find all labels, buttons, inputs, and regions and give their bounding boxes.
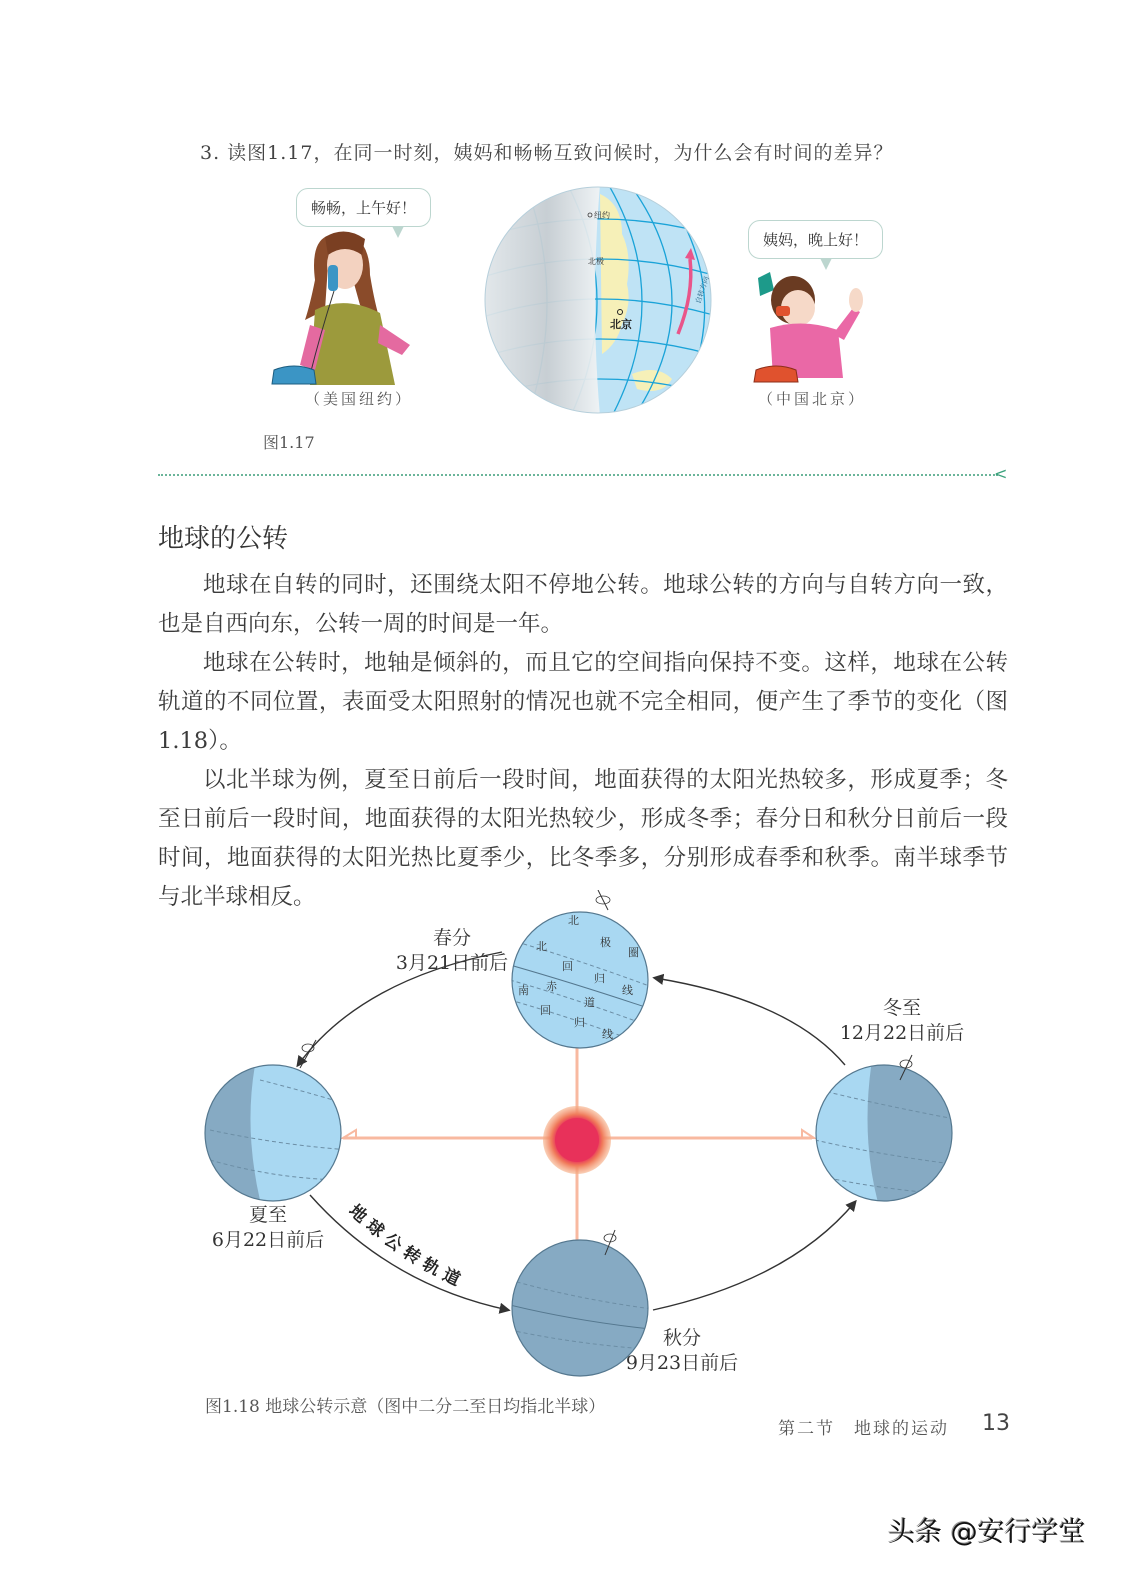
label-winter-solstice bbox=[832, 996, 972, 1046]
summer-name: 夏至 bbox=[248, 1204, 287, 1226]
label-summer-solstice bbox=[206, 1203, 330, 1253]
svg-text:道: 道 bbox=[584, 996, 595, 1009]
orbit-label: 地球公转轨道 bbox=[344, 1200, 469, 1293]
section-title: 地球的公转 bbox=[158, 524, 289, 554]
chevron-left-icon: < bbox=[994, 464, 1008, 483]
svg-text:地球公转轨道 bbox=[345, 1200, 469, 1293]
paragraph-2: 地球在公转时，地轴是倾斜的，而且它的空间指向保持不变。这样，地球在公转轨道的不同位置，表面受太阳照射的情况也就不完全相同，便产生了季节的变化（图1.18）。 bbox=[158, 650, 1008, 754]
svg-text:线: 线 bbox=[602, 1028, 613, 1041]
paragraph-3: 以北半球为例，夏至日前后一段时间，地面获得的太阳光热较多，形成夏季；冬至日前后一段时间，地面获得的太阳光热较少，形成冬季；春分日和秋分日前后一段时间，地面获得的太阳光热比夏季少，比冬季多，分别形成春季和秋季。南半球季节与北半球相反。 bbox=[158, 767, 1008, 910]
globe-illustration bbox=[482, 184, 714, 416]
svg-text:回: 回 bbox=[562, 960, 573, 973]
label-rotation-direction: 自转方向 bbox=[694, 275, 711, 305]
location-label-new-york: （美国纽约） bbox=[305, 390, 414, 408]
telephone-icon bbox=[270, 362, 318, 388]
svg-text:归: 归 bbox=[594, 972, 605, 985]
telephone-icon bbox=[752, 362, 800, 386]
label-new-york: 纽约 bbox=[594, 211, 610, 220]
svg-text:南: 南 bbox=[518, 984, 529, 997]
winter-date: 12月22日前后 bbox=[839, 1022, 965, 1044]
label-beijing: 北京 bbox=[610, 318, 632, 331]
paragraph-1: 地球在自转的同时，还围绕太阳不停地公转。地球公转的方向与自转方向一致，也是自西向东，公转一周的时间是一年。 bbox=[158, 572, 1008, 637]
summer-date: 6月22日前后 bbox=[211, 1229, 325, 1251]
svg-text:赤: 赤 bbox=[546, 980, 557, 993]
speech-bubble-right bbox=[748, 220, 883, 259]
label-autumn-equinox bbox=[620, 1326, 744, 1376]
watermark: 头条 @安行学堂 bbox=[888, 1517, 1086, 1548]
section-divider bbox=[158, 474, 998, 476]
page-number: 13 bbox=[982, 1411, 1010, 1436]
figure-label-1-17: 图1.17 bbox=[263, 433, 315, 452]
label-spring-equinox bbox=[390, 926, 514, 976]
spring-name: 春分 bbox=[432, 927, 471, 949]
autumn-name: 秋分 bbox=[662, 1327, 701, 1349]
speech-text-right: 姨妈，晚上好！ bbox=[763, 231, 869, 249]
winter-name: 冬至 bbox=[882, 997, 921, 1019]
svg-text:圈: 圈 bbox=[628, 946, 639, 959]
question-text: 3. 读图1.17，在同一时刻，姨妈和畅畅互致问候时，为什么会有时间的差异？ bbox=[200, 142, 894, 164]
speech-text-left: 畅畅，上午好！ bbox=[311, 199, 417, 217]
spring-date: 3月21日前后 bbox=[395, 952, 509, 974]
earth-orbit-diagram bbox=[190, 890, 990, 1390]
svg-text:回: 回 bbox=[540, 1004, 551, 1017]
figure-1-17 bbox=[260, 180, 920, 450]
label-north-pole: 北极 bbox=[588, 257, 604, 266]
autumn-date: 9月23日前后 bbox=[625, 1352, 739, 1374]
svg-text:北: 北 bbox=[568, 914, 579, 927]
svg-text:线: 线 bbox=[622, 984, 633, 997]
location-label-beijing: （中国北京） bbox=[758, 390, 867, 408]
svg-text:归: 归 bbox=[574, 1016, 585, 1029]
speech-bubble-left bbox=[296, 188, 431, 227]
figure-caption-1-18: 图1.18 地球公转示意（图中二分二至日均指北半球） bbox=[205, 1397, 606, 1417]
chapter-footer: 第二节 地球的运动 bbox=[778, 1419, 949, 1439]
svg-text:北: 北 bbox=[536, 940, 547, 953]
svg-text:极: 极 bbox=[600, 936, 611, 949]
